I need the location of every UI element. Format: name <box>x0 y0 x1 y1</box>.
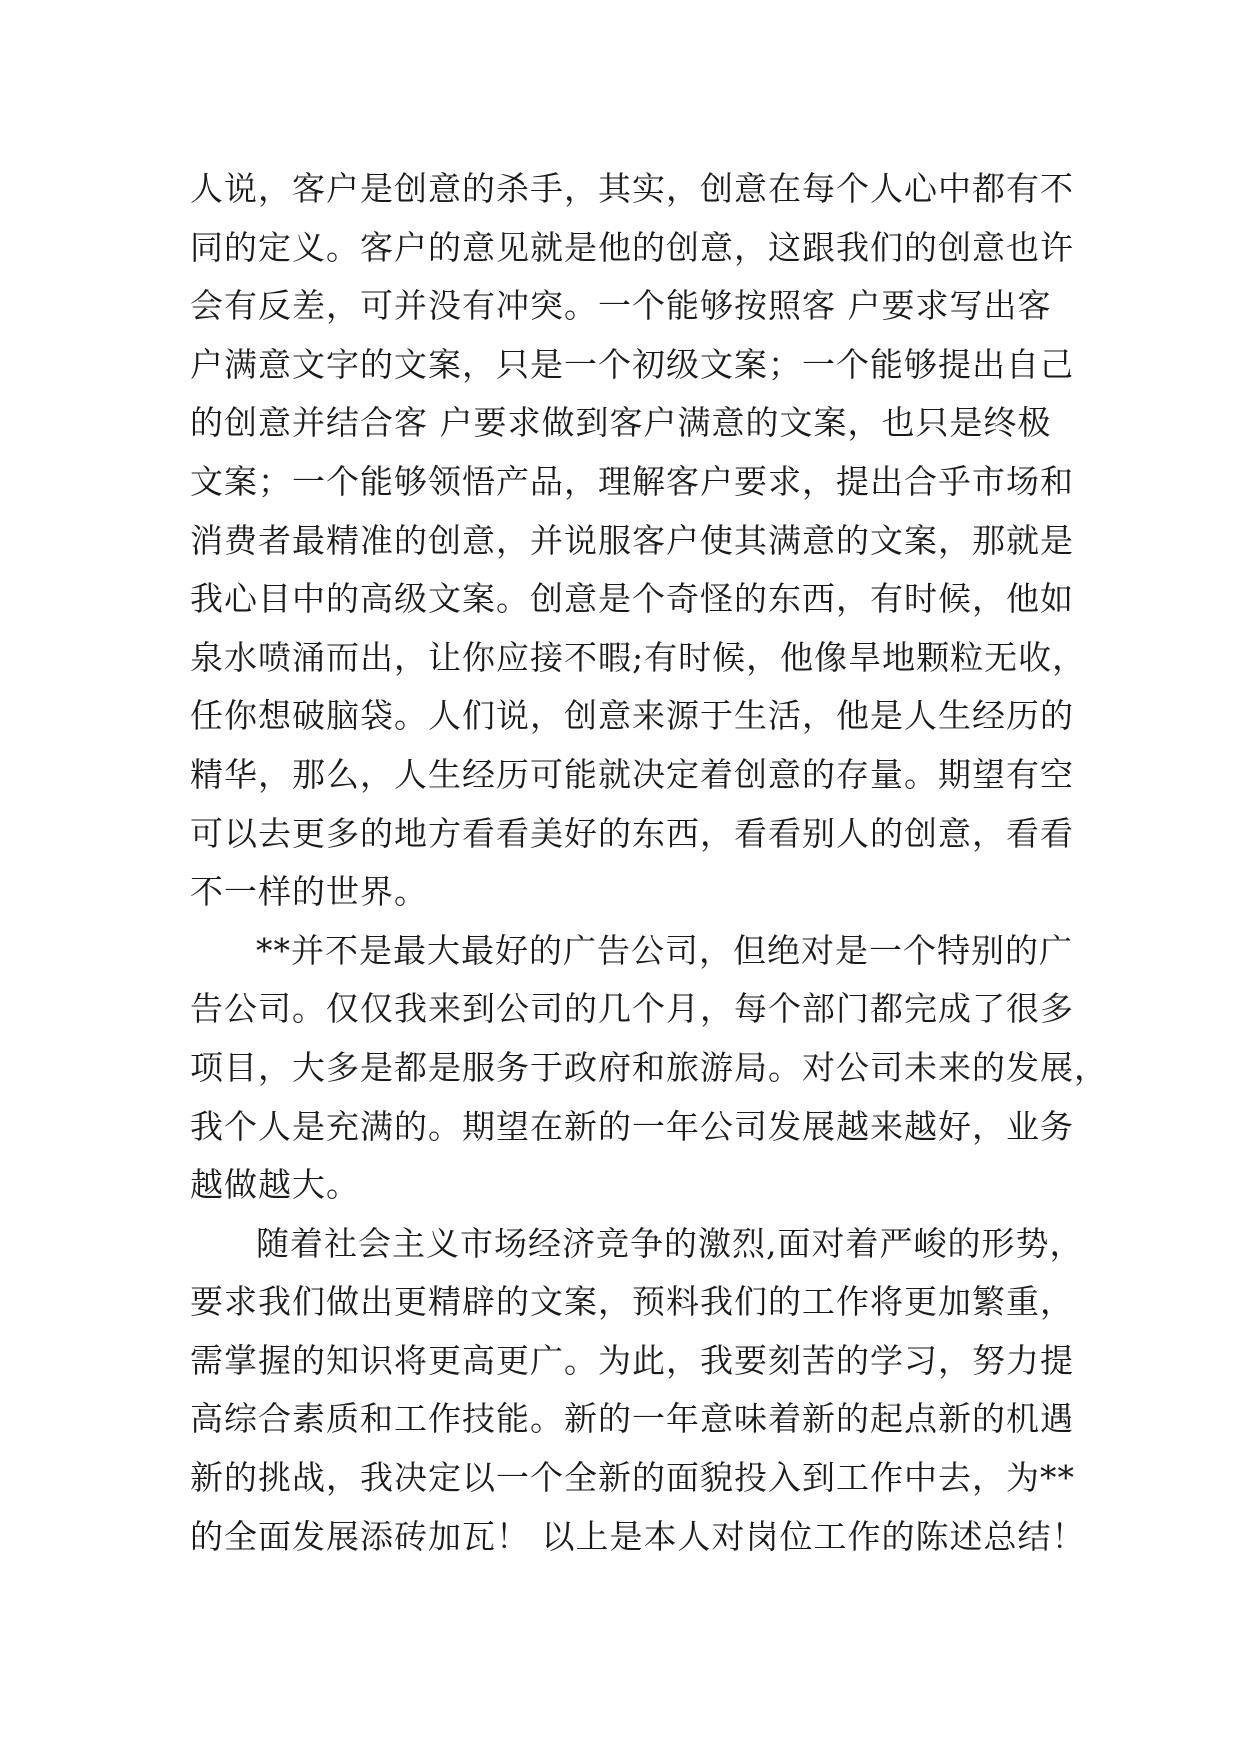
text-line: 会有反差，可并没有冲突。一个能够按照客 户要求写出客 <box>190 286 1052 326</box>
text-line: 高综合素质和工作技能。新的一年意味着新的起点新的机遇 <box>190 1399 1074 1439</box>
text-line: 告公司。仅仅我来到公司的几个月，每个部门都完成了很多 <box>190 989 1074 1029</box>
text-line: 新的挑战，我决定以一个全新的面貌投入到工作中去，为** <box>190 1458 1075 1498</box>
text-line: 泉水喷涌而出，让你应接不暇;有时候，他像旱地颗粒无收， <box>190 637 1087 677</box>
text-line: 不一样的世界。 <box>190 872 428 912</box>
text-line: 消费者最精准的创意，并说服客户使其满意的文案，那就是 <box>190 520 1074 560</box>
text-line: 要求我们做出更精辟的文案，预料我们的工作将更加繁重， <box>190 1282 1074 1322</box>
text-line: 的创意并结合客 户要求做到客户满意的文案，也只是终极 <box>190 403 1052 443</box>
document-body <box>190 160 1108 1566</box>
paragraph-1 <box>190 160 1087 922</box>
text-line: 我个人是充满的。期望在新的一年公司发展越来越好，业务 <box>190 1106 1074 1146</box>
text-line: **并不是最大最好的广告公司，但绝对是一个特别的广 <box>256 930 1073 970</box>
text-line: 随着社会主义市场经济竞争的激烈,面对着严峻的形势， <box>256 1223 1084 1263</box>
text-line: 的全面发展添砖加瓦！ 以上是本人对岗位工作的陈述总结！ <box>190 1516 1086 1556</box>
text-line: 可以去更多的地方看看美好的东西，看看别人的创意，看看 <box>190 813 1074 853</box>
text-line: 需掌握的知识将更高更广。为此，我要刻苦的学习，努力提 <box>190 1340 1074 1380</box>
text-line: 越做越大。 <box>190 1165 360 1205</box>
text-line: 户满意文字的文案，只是一个初级文案；一个能够提出自己 <box>190 344 1074 384</box>
text-line: 项目，大多是都是服务于政府和旅游局。对公司未来的发展， <box>190 1047 1108 1087</box>
text-line: 文案；一个能够领悟产品，理解客户要求，提出合乎市场和 <box>190 461 1074 501</box>
text-line: 同的定义。客户的意见就是他的创意，这跟我们的创意也许 <box>190 227 1074 267</box>
paragraph-2 <box>190 922 1108 1215</box>
paragraph-3 <box>190 1215 1086 1567</box>
text-line: 任你想破脑袋。人们说，创意来源于生活，他是人生经历的 <box>190 696 1074 736</box>
text-line: 我心目中的高级文案。创意是个奇怪的东西，有时候，他如 <box>190 579 1074 619</box>
text-line: 精华，那么，人生经历可能就决定着创意的存量。期望有空 <box>190 754 1074 794</box>
text-line: 人说，客户是创意的杀手，其实，创意在每个人心中都有不 <box>190 169 1074 208</box>
